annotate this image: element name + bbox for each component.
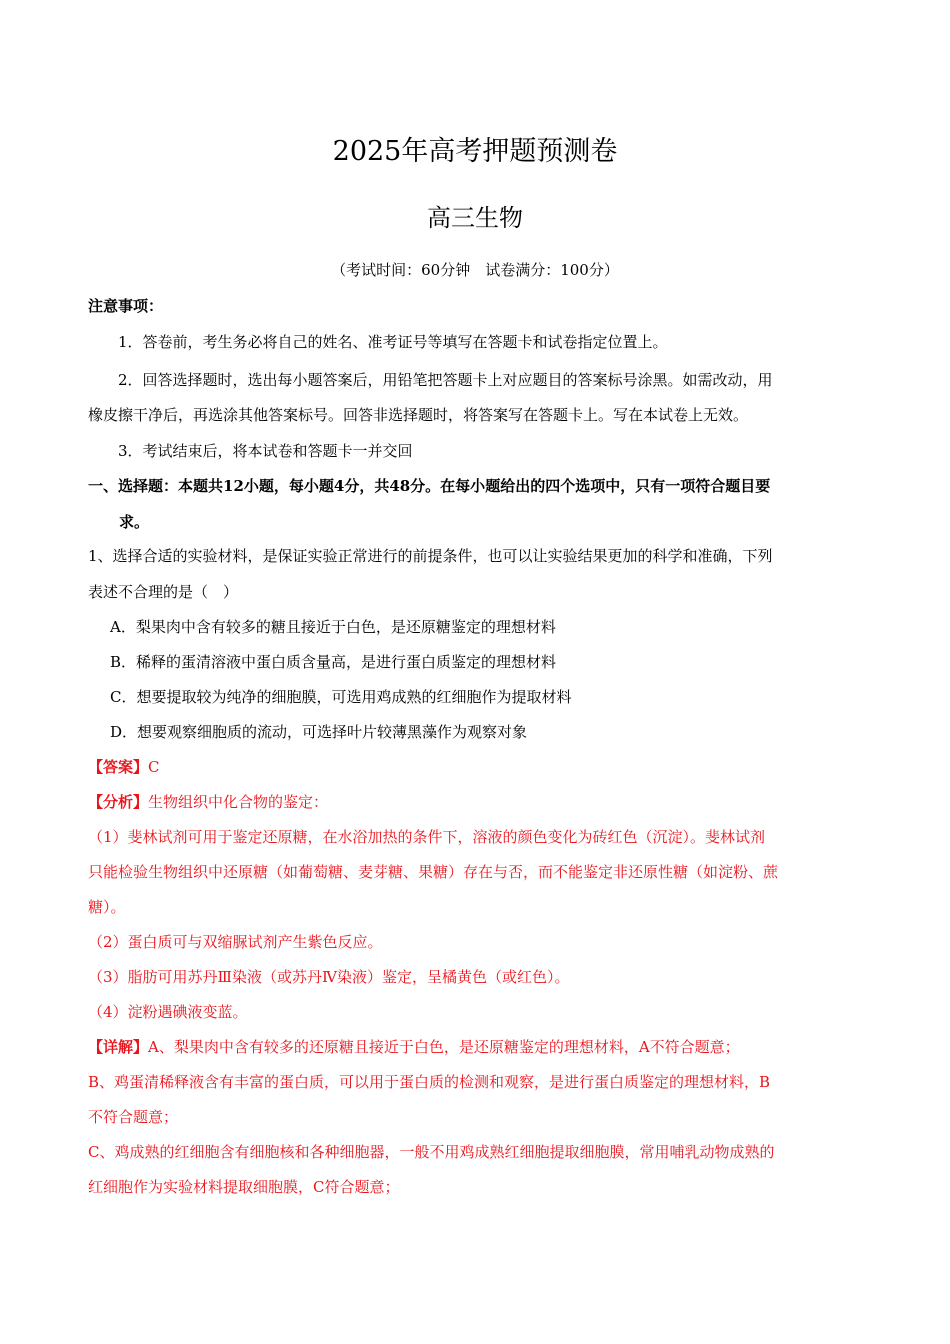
section-1-heading-cont: 求。 — [119, 513, 150, 531]
analysis-point-3: （3）脂肪可用苏丹Ⅲ染液（或苏丹Ⅳ染液）鉴定，呈橘黄色（或红色）。 — [88, 968, 570, 986]
notice-item-3: 3．考试结束后，将本试卷和答题卡一并交回 — [118, 442, 413, 460]
analysis-line — [88, 785, 866, 820]
exam-title: 2025年高考押题预测卷 — [332, 136, 618, 167]
detail-line-a — [88, 1030, 866, 1065]
question-1-option-c: C．想要提取较为纯净的细胞膜，可选用鸡成熟的红细胞作为提取材料 — [110, 688, 572, 706]
detail-line-c: C、鸡成熟的红细胞含有细胞核和各种细胞器，一般不用鸡成熟红细胞提取细胞膜，常用哺乳动物成熟的 — [88, 1143, 775, 1161]
detail-label: 【详解】 — [88, 1038, 149, 1056]
analysis-intro: 生物组织中化合物的鉴定： — [148, 793, 329, 811]
analysis-point-1: （1）斐林试剂可用于鉴定还原糖，在水浴加热的条件下，溶液的颜色变化为砖红色（沉淀）。斐林试剂 — [88, 828, 766, 846]
analysis-point-2: （2）蛋白质可与双缩脲试剂产生紫色反应。 — [88, 933, 383, 951]
detail-a-text: A、梨果肉中含有较多的还原糖且接近于白色，是还原糖鉴定的理想材料，A不符合题意； — [148, 1038, 740, 1056]
detail-line-b: B、鸡蛋清稀释液含有丰富的蛋白质，可以用于蛋白质的检测和观察，是进行蛋白质鉴定的理想材料，B — [88, 1073, 771, 1091]
exam-info: （考试时间：60分钟 试卷满分：100分） — [331, 261, 619, 279]
notice-item-2-cont: 橡皮擦干净后，再选涂其他答案标号。回答非选择题时，将答案写在答题卡上。写在本试卷上无效。 — [88, 406, 749, 424]
analysis-point-4: （4）淀粉遇碘液变蓝。 — [88, 1003, 248, 1021]
notice-item-2: 2．回答选择题时，选出每小题答案后，用铅笔把答题卡上对应题目的答案标号涂黑。如需改动，用 — [118, 371, 773, 389]
analysis-label: 【分析】 — [88, 793, 149, 811]
analysis-point-1-end: 糖）。 — [88, 898, 126, 916]
notice-heading: 注意事项： — [88, 297, 164, 315]
detail-line-c-cont: 红细胞作为实验材料提取细胞膜，C符合题意； — [88, 1178, 400, 1196]
question-1-option-d: D．想要观察细胞质的流动，可选择叶片较薄黑藻作为观察对象 — [110, 723, 528, 741]
question-1-stem: 1、选择合适的实验材料，是保证实验正常进行的前提条件，也可以让实验结果更加的科学和准确，下列 — [88, 547, 773, 565]
question-1-option-a: A．梨果肉中含有较多的糖且接近于白色，是还原糖鉴定的理想材料 — [110, 618, 556, 636]
detail-line-b-cont: 不符合题意； — [88, 1108, 179, 1126]
document-body — [88, 291, 866, 1205]
analysis-point-1-cont: 只能检验生物组织中还原糖（如葡萄糖、麦芽糖、果糖）存在与否，而不能鉴定非还原性糖（如淀粉、蔗 — [88, 863, 779, 881]
notice-item-1: 1．答卷前，考生务必将自己的姓名、准考证号等填写在答题卡和试卷指定位置上。 — [118, 333, 668, 351]
answer-value: C — [148, 758, 160, 776]
exam-subtitle: 高三生物 — [427, 204, 523, 232]
section-1-heading: 一、选择题：本题共12小题，每小题4分，共48分。在每小题给出的四个选项中，只有一项符合题目要 — [88, 477, 771, 495]
question-1-stem-cont: 表述不合理的是（ ） — [88, 583, 239, 601]
question-1-option-b: B．稀释的蛋清溶液中蛋白质含量高，是进行蛋白质鉴定的理想材料 — [110, 653, 557, 671]
answer-label: 【答案】 — [88, 758, 149, 776]
answer-line — [88, 750, 866, 785]
